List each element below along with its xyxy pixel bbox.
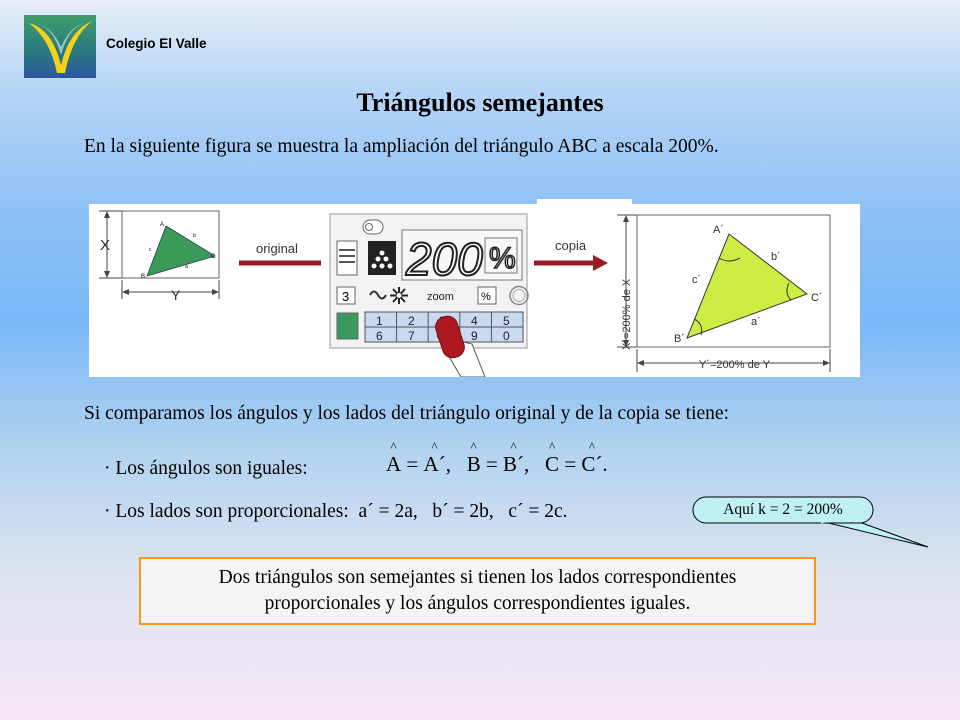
side-label: a	[185, 264, 188, 270]
sides-equalities: a´ = 2a, b´ = 2b, c´ = 2c.	[358, 501, 568, 522]
v-shield-logo-icon	[24, 15, 96, 78]
key: 1	[376, 314, 383, 328]
sides-label: · Los lados son proporcionales:	[104, 501, 349, 522]
key: 4	[471, 314, 478, 328]
definition-text: Dos triángulos son semejantes si tienen los lados correspondientes proporcionales y los ángulos correspondientes iguales.	[218, 567, 737, 614]
angle-symbol: ^ A	[386, 452, 401, 477]
width-label: Y	[171, 287, 181, 303]
angles-label: · Los ángulos son iguales:	[104, 458, 308, 479]
side-label: a´	[751, 316, 761, 328]
vertex-label: A´	[713, 224, 724, 236]
slide-title: Triángulos semejantes	[356, 88, 604, 117]
intro-text: En la siguiente figura se muestra la ampliación del triángulo ABC a escala 200%.	[84, 136, 719, 157]
definition-box	[139, 557, 816, 625]
vertex-label: A	[160, 222, 165, 228]
enlargement-figure	[89, 196, 860, 377]
arrow-original-label: original	[256, 241, 298, 256]
key: 0	[503, 329, 510, 343]
sides-line	[104, 501, 568, 523]
vertex-label: B´	[674, 333, 685, 345]
comparison-intro: Si comparamos los ángulos y los lados del triángulo original y de la copia se tiene:	[84, 403, 729, 424]
copy-height-label: X´=200% de X	[621, 278, 633, 350]
angles-equalities: ^ A = ^ A´, ^ B = ^ B´, ^ C = ^ C´.	[386, 452, 608, 477]
vertex-label: B	[141, 274, 146, 280]
side-label: c´	[692, 274, 702, 286]
angle-symbol: ^ A´	[424, 452, 446, 477]
copies-count: 3	[342, 289, 350, 304]
school-name: Colegio El Valle	[106, 36, 207, 51]
copy-width-label: Y´=200% de Y	[699, 359, 771, 371]
callout-text: Aquí k = 2 = 200%	[723, 501, 843, 518]
zoom-display: 200	[406, 233, 483, 285]
angle-symbol: ^ B´	[503, 452, 524, 477]
height-label: X	[100, 237, 111, 254]
side-label: b´	[771, 251, 781, 263]
key: 2	[408, 314, 415, 328]
key: 7	[408, 329, 415, 343]
angle-symbol: ^ B	[467, 452, 481, 477]
side-label: c	[149, 247, 152, 253]
side-label: b	[193, 233, 196, 239]
key: 9	[471, 329, 478, 343]
key: 5	[503, 314, 510, 328]
angle-symbol: ^ C	[545, 452, 559, 477]
vertex-label: C	[211, 254, 216, 260]
arrow-copy-label: copia	[555, 238, 587, 253]
display-unit: %	[489, 242, 516, 275]
zoom-label: zoom	[427, 291, 454, 303]
angle-symbol: ^ C´	[581, 452, 602, 477]
percent-button: %	[481, 291, 491, 303]
key: 6	[376, 329, 383, 343]
vertex-label: C´	[811, 292, 823, 304]
